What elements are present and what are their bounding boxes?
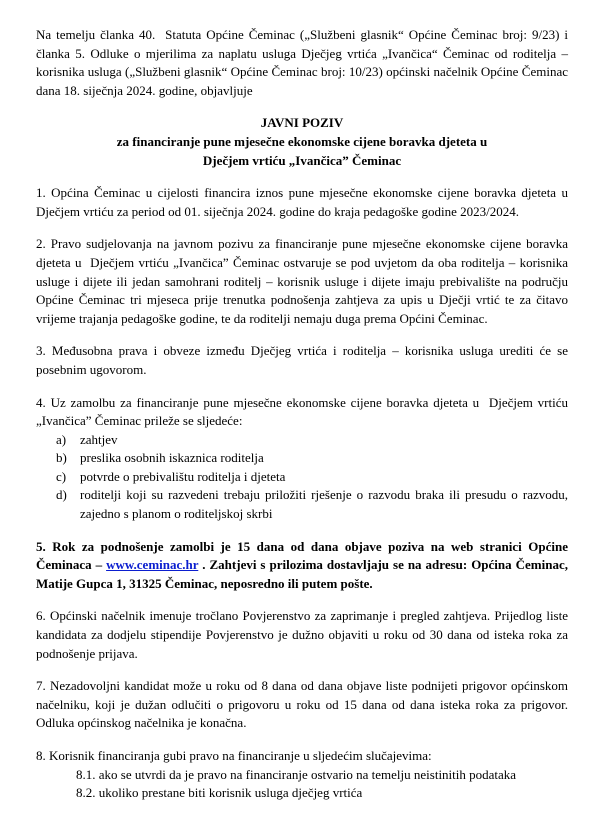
list-marker-a: a) (56, 431, 67, 447)
sub-item-8-2: 8.2. ukoliko prestane biti korisnik usluga dječjeg vrtića (76, 785, 363, 801)
paragraph-5 (36, 538, 568, 594)
p5-text-before-link: 5. Rok za podnošenje zamolbi je 15 dana od dana objave poziva na web stranici Općine Čeminaca – (36, 538, 568, 573)
title-subtitle-line-2: Dječjem vrtiću „Ivančica” Čeminac (202, 152, 402, 168)
attachments-list (36, 431, 568, 524)
sub-item-8-1: 8.1. ako se utvrdi da je pravo na financiranje ostvario na temelju neistinitih podataka (76, 766, 517, 782)
list-marker-d: d) (56, 487, 67, 503)
title-subtitle-line-1: za financiranje pune mjesečne ekonomske cijene boravka djeteta u (116, 133, 488, 149)
loss-of-right-list (36, 766, 568, 803)
ceminac-website-link[interactable]: www.ceminac.hr (106, 557, 199, 573)
list-item-b (36, 449, 568, 468)
paragraph-3: 3. Međusobna prava i obveze između Dječjeg vrtića i roditelja – korisnika usluga urediti će se posebnim ugovorom. (36, 343, 568, 377)
list-item-a (36, 431, 568, 450)
intro-paragraph: Na temelju članka 40. Statuta Općine Čeminac („Službeni glasnik“ Općine Čeminac broj: 9/23) i članka 5. Odluke o mjerilima za naplatu usluga Dječjeg vrtića „Ivančica“ Čeminac od roditelja – korisnika usluga („Službeni glasnik“ Općine Čeminac broj: 10/23) općinski načelnik Općine Čeminac dana 18. siječnja 2024. godine, objavljuje (36, 27, 568, 98)
p5-text-after-link: . Zahtjevi s prilozima dostavljaju se na adresu: Općina Čeminac, Matije Gupca 1, 31325 Čeminac, neposredno ili putem pošte. (36, 557, 568, 591)
list-text-d: roditelji koji su razvedeni trebaju priložiti rješenje o razvodu braka ili presudu o razvodu, zajedno s planom o roditeljskoj skrbi (80, 487, 568, 522)
paragraph-2: 2. Pravo sudjelovanja na javnom pozivu za financiranje pune mjesečne ekonomske cijene boravka djeteta u Dječjem vrtiću „Ivančica” Čeminac ostvaruje se pod uvjetom da oba roditelja – korisnika usluge i dijete ili jedan samohrani roditelj – korisnik usluge i dijete imaju prebivalište na području Općine Čeminac tri mjeseca prije trenutka podnošenja zahtjeva za upis u Dječji vrtić te za čitavo vrijeme trajanja pedagoške godine, te da roditelji nemaju duga prema Općini Čeminac. (36, 236, 568, 326)
document-title: JAVNI POZIV (260, 115, 344, 131)
list-marker-c: c) (56, 468, 67, 484)
paragraph-1: 1. Općina Čeminac u cijelosti financira iznos pune mjesečne ekonomske cijene boravka djeteta u Dječjem vrtiću za period od 01. siječnja 2024. godine do kraja pedagoške godine 2023/2024. (36, 185, 568, 219)
title-block (36, 114, 568, 170)
list-item-c (36, 468, 568, 487)
paragraph-7: 7. Nezadovoljni kandidat može u roku od 8 dana od dana objave liste podnijeti prigovor općinskom načelniku, koji je dužan odlučiti o prigovoru u roku od 15 dana od dana isteka roka za prigovor. Odluka općinskog načelnika je konačna. (36, 678, 568, 731)
list-text-c: potvrde o prebivalištu roditelja i djeteta (80, 468, 286, 484)
paragraph-6: 6. Općinski načelnik imenuje tročlano Povjerenstvo za zaprimanje i pregled zahtjeva. Prijedlog liste kandidata za dodjelu stipendije Povjerenstvo je dužno objaviti u roku od 30 dana od isteka roka za podnošenje prijava. (36, 608, 568, 661)
paragraph-4-intro: 4. Uz zamolbu za financiranje pune mjesečne ekonomske cijene boravka djeteta u Dječjem vrtiću „Ivančica” Čeminac prileže se sljedeće: (36, 394, 568, 429)
list-text-a: zahtjev (80, 431, 118, 447)
list-marker-b: b) (56, 450, 67, 466)
list-text-b: preslika osobnih iskaznica roditelja (80, 450, 264, 466)
list-item-d (36, 486, 568, 523)
paragraph-8-intro: 8. Korisnik financiranja gubi pravo na financiranje u sljedećim slučajevima: (36, 748, 432, 763)
